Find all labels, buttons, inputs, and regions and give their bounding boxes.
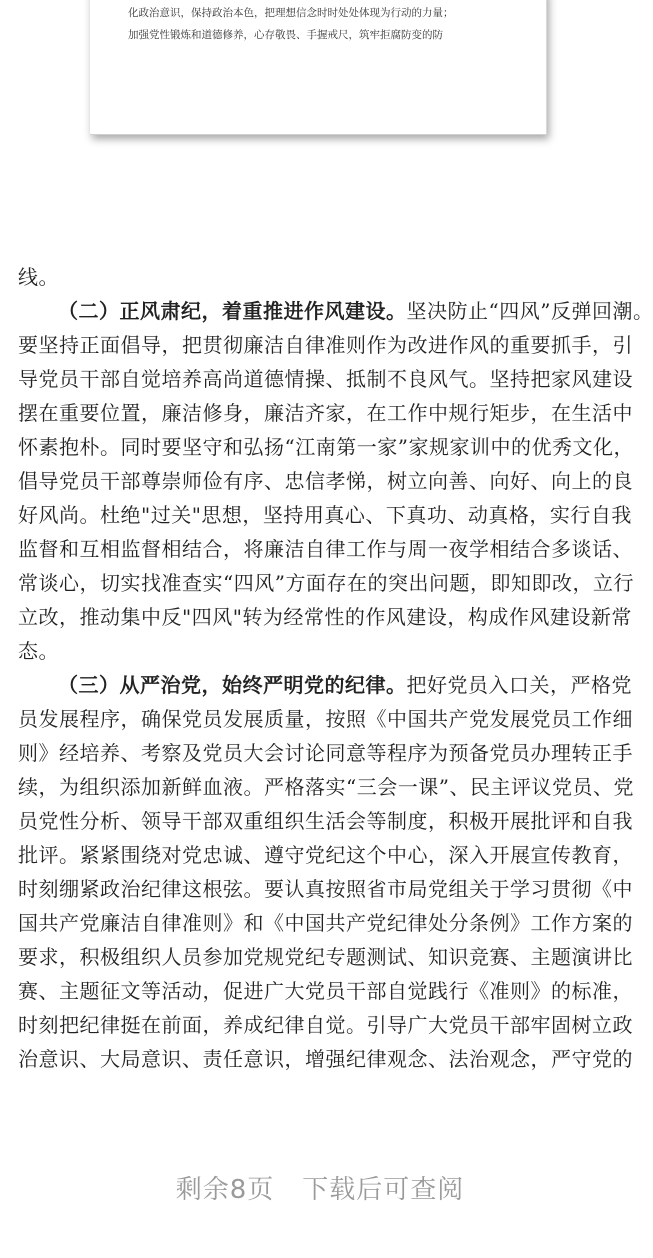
text-line: 员发展程序，确保党员发展质量，按照《中国共产党发展党员工作细 [18,707,633,731]
text-line: 时刻绷紧政治纪律这根弦。要认真按照省市局党组关于学习贯彻《中 [18,877,633,901]
text-line: 好风尚。杜绝"过关"思想，坚持用真心、下真功、动真格，实行自我 [18,503,632,527]
preview-text-line: 化政治意识，保持政治本色，把理想信念时时处处体现为行动的力量； [128,7,454,19]
text-line: 态。 [18,639,59,663]
text-line: 要坚持正面倡导，把贯彻廉洁自律准则作为改进作风的重要抓手，引 [18,333,633,357]
text-line: 国共产党廉洁自律准则》和《中国共产党纪律处分条例》工作方案的 [18,911,633,935]
text-line: 监督和互相监督相结合，将廉洁自律工作与周一夜学相结合多谈话、 [18,537,633,561]
text-line: 导党员干部自觉培养高尚道德情操、抵制不良风气。坚持把家风建设 [18,367,633,391]
text-span: 坚决防止“四风”反弹回潮。 [406,299,653,323]
text-line: 批评。紧紧围绕对党忠诚、遵守党纪这个中心，深入开展宣传教育， [18,843,633,867]
text-line: 则》经培养、考察及党员大会讨论同意等程序为预备党员办理转正手 [18,741,633,765]
download-to-read-prompt[interactable] [0,1160,640,1220]
preview-area [0,0,640,180]
text-line: 续，为组织添加新鲜血液。严格落实“三会一课”、民主评议党员、党 [18,775,634,799]
text-line: 常谈心，切实找准查实“四风”方面存在的突出问题，即知即改，立行 [18,571,634,595]
text-line: 怀素抱朴。同时要坚守和弘扬“江南第一家”家规家训中的优秀文化， [18,435,634,459]
text-line: 时刻把纪律挺在前面，养成纪律自觉。引导广大党员干部牢固树立政 [18,1013,633,1037]
text-span: 把好党员入口关，严格党 [406,673,632,697]
paragraph-first-line [18,294,653,328]
text-line: 赛、主题征文等活动，促进广大党员干部自觉践行《准则》的标准， [18,979,633,1003]
text-line: 要求，积极组织人员参加党规党纪专题测试、知识竞赛、主题演讲比 [18,945,633,969]
page-preview-card [90,0,547,135]
section-heading: （二）正风肃纪，着重推进作风建设。 [58,299,407,323]
document-body [18,260,653,1076]
text-line: 员党性分析、领导干部双重组织生活会等制度，积极开展批评和自我 [18,809,633,833]
text-line: 线。 [18,265,59,289]
section-heading: （三）从严治党，始终严明党的纪律。 [58,673,407,697]
text-line: 治意识、大局意识、责任意识，增强纪律观念、法治观念，严守党的 [18,1047,633,1071]
download-prompt-label: 下载后可查阅 [302,1175,465,1205]
text-line: 摆在重要位置，廉洁修身，廉洁齐家，在工作中规行矩步，在生活中 [18,401,633,425]
preview-text-line: 加强党性锻炼和道德修养，心存敬畏、手握戒尺，筑牢拒腐防变的防 [128,29,443,41]
text-line: 倡导党员干部尊崇师俭有序、忠信孝悌，树立向善、向好、向上的良 [18,469,633,493]
remaining-pages-label: 剩余8页 [175,1175,275,1205]
paragraph-first-line [18,668,632,702]
text-line: 立改，推动集中反"四风"转为经常性的作风建设，构成作风建设新常 [18,605,632,629]
